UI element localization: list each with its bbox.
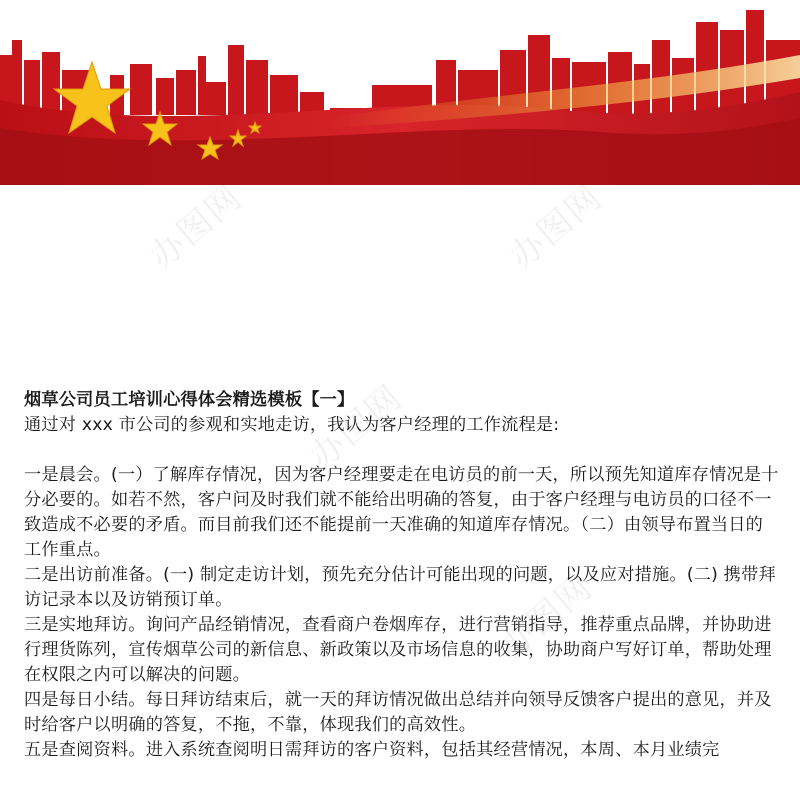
skyline-buildings xyxy=(0,10,800,118)
watermark-text: 办图网 xyxy=(142,177,251,278)
paragraph-daily-summary: 四是每日小结。每日拜访结束后，就一天的拜访情况做出总结并向领导反馈客户提出的意见，并及时给客户以明确的答复，不拖，不靠，体现我们的高效性。 xyxy=(24,690,772,735)
city-skyline-banner-graphic xyxy=(0,0,800,185)
paragraph-visit-preparation: 二是出访前准备。(一) 制定走访计划，预先充分估计可能出现的问题，以及应对措施。(二) 携带拜访记录本以及访销预订单。 xyxy=(24,565,776,610)
paragraph-field-visit: 三是实地拜访。询问产品经销情况，查看商户卷烟库存，进行营销指导，推荐重点品牌，并协助进行理货陈列，宣传烟草公司的新信息、新政策以及市场信息的收集，协助商户写好订单，帮助处理在权限之内可以解决的问题。 xyxy=(24,615,772,685)
paragraph-gap xyxy=(24,438,780,463)
intro-paragraph: 通过对 xxx 市公司的参观和实地走访，我认为客户经理的工作流程是: xyxy=(24,415,560,435)
document-body xyxy=(24,388,780,763)
header-banner xyxy=(0,0,800,185)
watermark-text: 办图网 xyxy=(302,377,411,478)
paragraph-review-materials: 五是查阅资料。进入系统查阅明日需拜访的客户资料，包括其经营情况，本周、本月业绩完 xyxy=(24,740,720,760)
paragraph-morning-meeting: 一是晨会。(一）了解库存情况，因为客户经理要走在电访员的前一天，所以预先知道库存情况是十分必要的。如若不然，客户问及时我们就不能给出明确的答复，由于客户经理与电访员的口径不一致造成不必要的矛盾。而目前我们还不能提前一天准确的知道库存情况。（二）由领导布置当日的工作重点。 xyxy=(24,465,779,560)
watermark-text: 办图网 xyxy=(502,177,611,278)
watermark-text: 办图网 xyxy=(492,567,601,668)
document-title: 烟草公司员工培训心得体会精选模板【一】 xyxy=(24,390,355,410)
